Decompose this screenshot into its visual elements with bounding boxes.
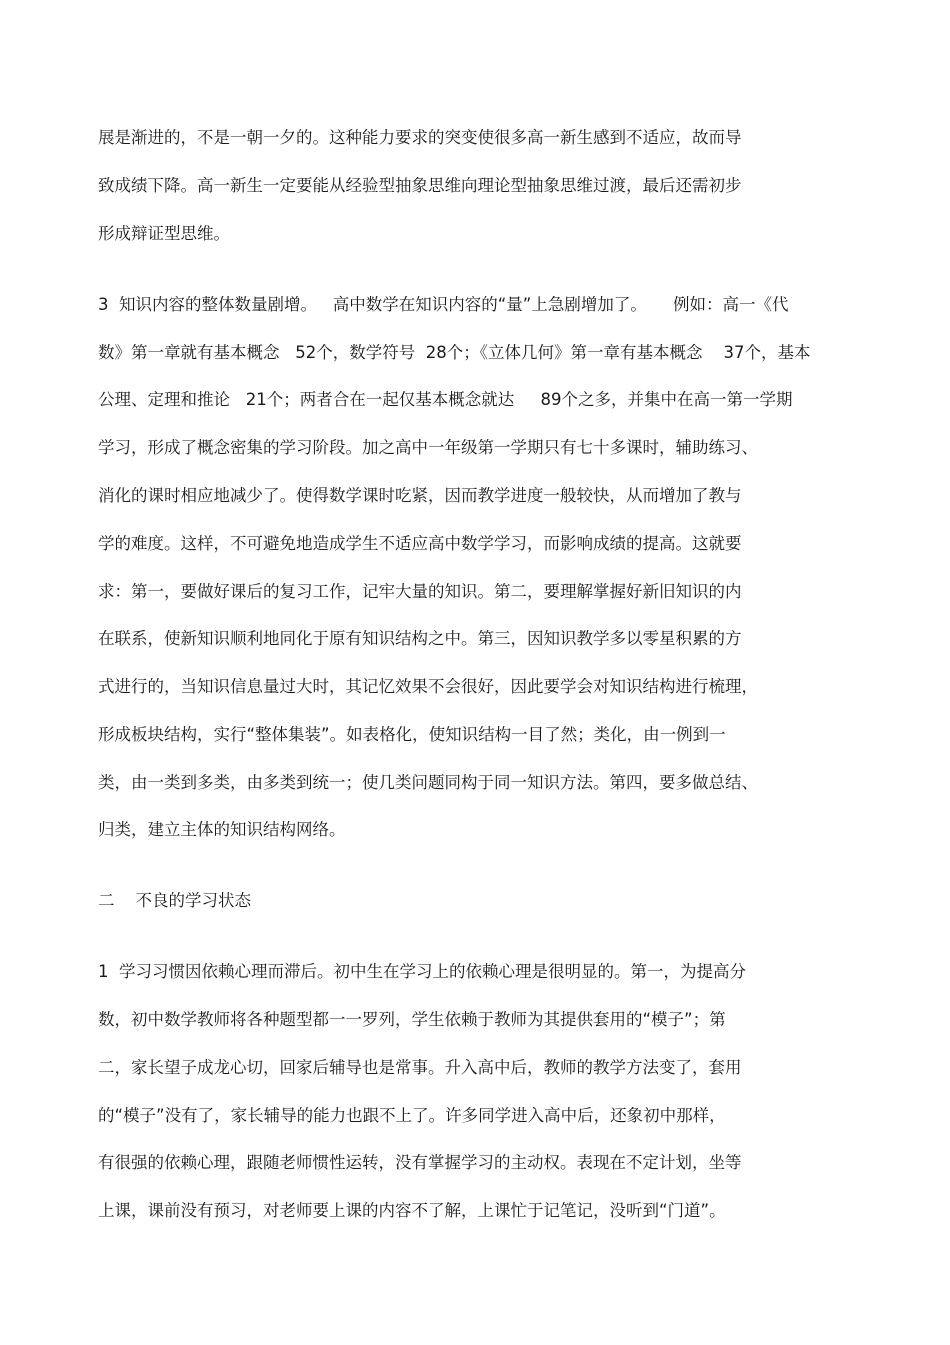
text-line: 形成辩证型思维。 [98, 224, 230, 243]
text-line: 1 学习习惯因依赖心理而滞后。初中生在学习上的依赖心理是很明显的。第一，为提高分 [98, 962, 746, 981]
text-line: 消化的课时相应地减少了。使得数学课时吃紧，因而教学进度一般较快，从而增加了教与 [98, 486, 742, 505]
text-line: 3 知识内容的整体数量剧增。 高中数学在知识内容的“量”上急剧增加了。 例如：高一《代 [98, 295, 789, 314]
text-line: 形成板块结构，实行“整体集装”。如表格化，使知识结构一目了然；类化，由一例到一 [98, 725, 726, 744]
text-line: 展是渐进的，不是一朝一夕的。这种能力要求的突变使很多高一新生感到不适应，故而导 [98, 128, 742, 147]
text-line: 有很强的依赖心理，跟随老师惯性运转，没有掌握学习的主动权。表现在不定计划，坐等 [98, 1153, 742, 1172]
text-line: 类，由一类到多类，由多类到统一；使几类问题同构于同一知识方法。第四，要多做总结、 [98, 773, 758, 792]
text-line: 上课，课前没有预习，对老师要上课的内容不了解，上课忙于记笔记，没听到“门道”。 [98, 1201, 726, 1220]
text-line: 公理、定理和推论 21个；两者合在一起仅基本概念就达 89个之多，并集中在高一第一学期 [98, 390, 793, 409]
text-line: 数》第一章就有基本概念 52个，数学符号 28个；《立体几何》第一章有基本概念 37个，基本 [98, 343, 811, 362]
section-heading: 二 不良的学习状态 [98, 891, 251, 910]
text-line: 的“模子”没有了，家长辅导的能力也跟不上了。许多同学进入高中后，还象初中那样， [98, 1106, 726, 1125]
text-line: 学的难度。这样，不可避免地造成学生不适应高中数学学习，而影响成绩的提高。这就要 [98, 534, 742, 553]
text-line: 学习，形成了概念密集的学习阶段。加之高中一年级第一学期只有七十多课时，辅助练习、 [98, 438, 758, 457]
text-line: 在联系，使新知识顺利地同化于原有知识结构之中。第三，因知识教学多以零星积累的方 [98, 629, 742, 648]
text-line: 二，家长望子成龙心切，回家后辅导也是常事。升入高中后，教师的教学方法变了，套用 [98, 1058, 742, 1077]
text-line: 求：第一，要做好课后的复习工作，记牢大量的知识。第二，要理解掌握好新旧知识的内 [98, 582, 742, 601]
text-line: 致成绩下降。高一新生一定要能从经验型抽象思维向理论型抽象思维过渡，最后还需初步 [98, 176, 742, 195]
text-line: 式进行的，当知识信息量过大时，其记忆效果不会很好，因此要学会对知识结构进行梳理， [98, 677, 758, 696]
text-line: 数，初中数学教师将各种题型都一一罗列，学生依赖于教师为其提供套用的“模子”；第 [98, 1010, 726, 1029]
text-line: 归类，建立主体的知识结构网络。 [98, 820, 346, 839]
